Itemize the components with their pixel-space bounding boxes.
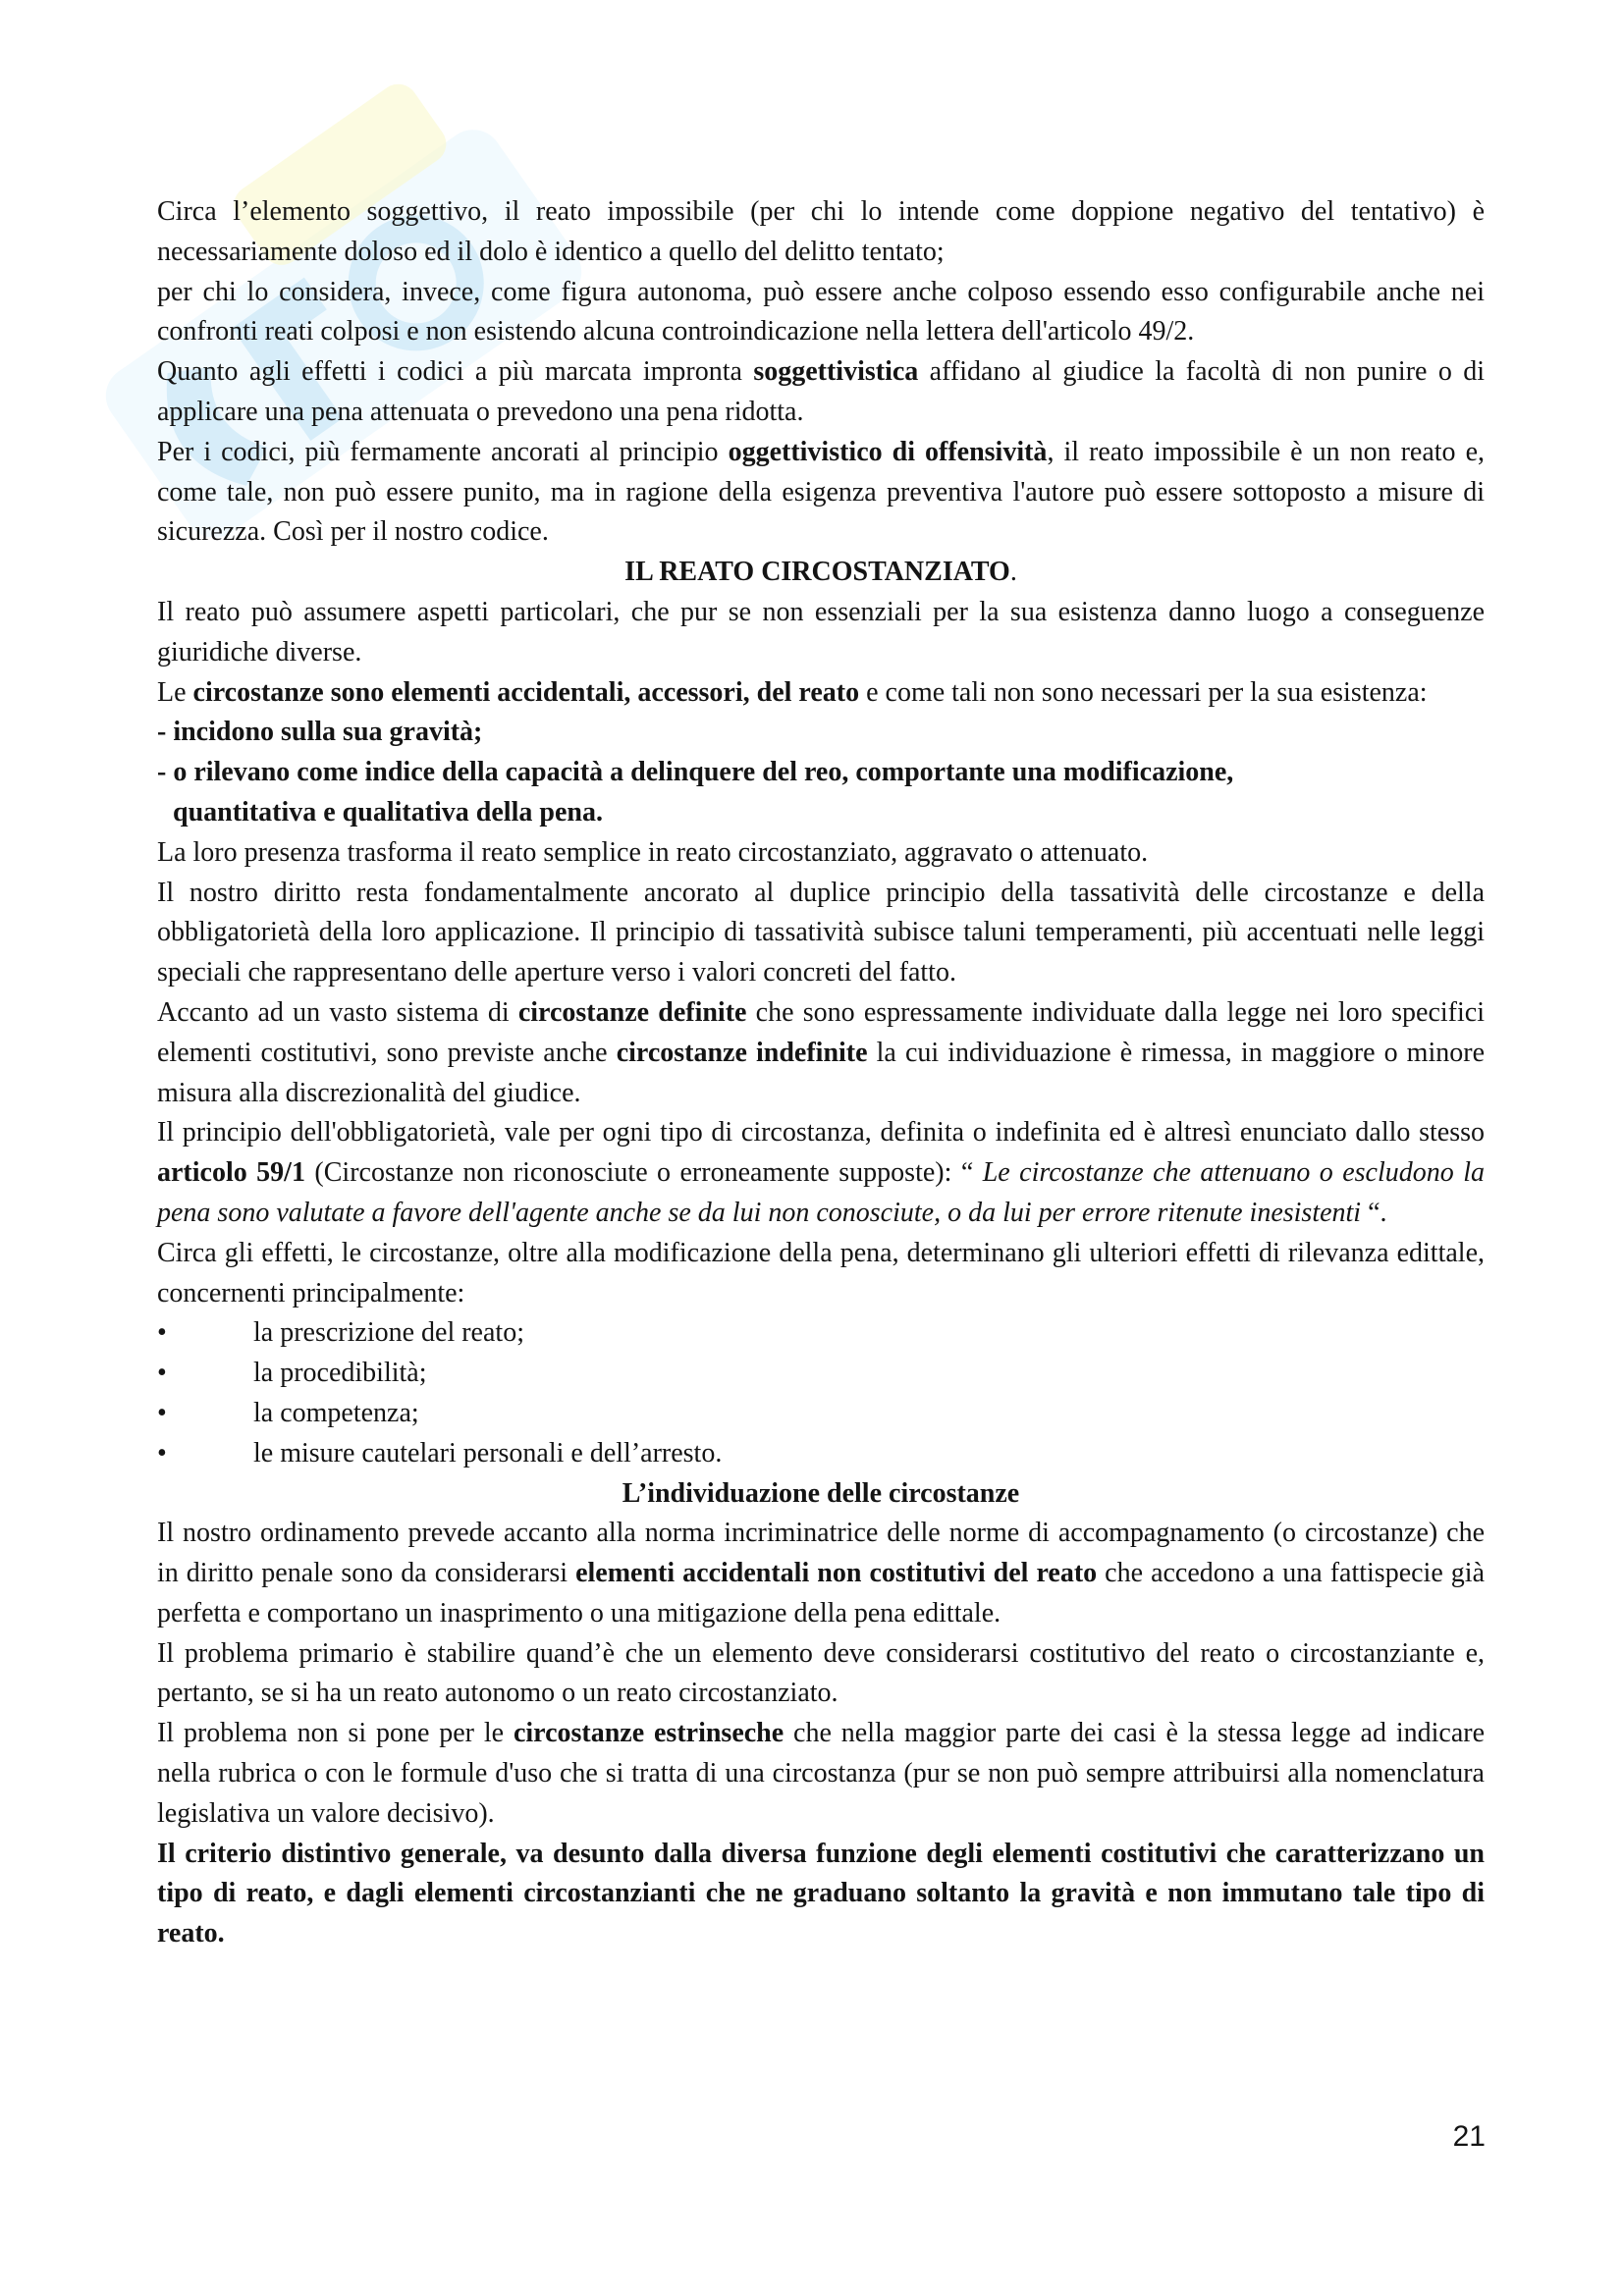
text-segment: Circa gli effetti, le circostanze, oltre alla modificazione della pena, determinano gli ulteriori effetti di rilevanza edittale, concernenti principalmente: [157, 1237, 1485, 1308]
effects-list [157, 713, 1485, 832]
bold-text: oggettivistico di offensività [728, 436, 1048, 467]
paragraph [157, 352, 1485, 433]
text-segment: affidano al giudice la facoltà di non punire o di applicare una pena attenuata o prevedono una pena ridotta. [157, 356, 1485, 427]
text-segment: che sono espressamente individuate dalla legge nei loro specifici elementi costitutivi, sono previste anche [157, 996, 1485, 1068]
bullet-symbol: • [157, 1437, 167, 1468]
bullet-item [157, 1394, 1485, 1434]
principles-section [157, 833, 1485, 1314]
bullet-item [157, 1313, 1485, 1354]
individuazione-section [157, 1514, 1485, 1954]
text-segment: la cui individuazione è rimessa, in maggiore o minore misura alla discrezionalità del giudice. [157, 1037, 1485, 1108]
heading-reato-circostanziato-tail: . [1009, 557, 1017, 588]
paragraph [157, 1714, 1485, 1834]
paragraph [157, 833, 1485, 874]
bold-text: circostanze sono elementi accidentali, accessori, del reato [192, 676, 860, 708]
text-segment: per chi lo considera, invece, come figura autonoma, può essere anche colposo essendo esso configurabile anche nei confronti reati colposi e non esistendo alcuna controindicazione nella lettera dell'articolo 49/2. [157, 276, 1485, 347]
paragraph [157, 673, 1485, 714]
text-segment: Il reato può assumere aspetti particolari, che pur se non essenziali per la sua esistenza danno luogo a conseguenze giuridiche diverse. [157, 596, 1485, 667]
text-segment: Il nostro ordinamento prevede accanto alla norma incriminatrice delle norme di accompagnamento (o circostanze) che in diritto penale sono da considerarsi [157, 1518, 1485, 1589]
heading-reato-circostanziato-text: IL REATO CIRCOSTANZIATO [624, 557, 1010, 588]
text-segment: Il problema non si pone per le [157, 1718, 514, 1749]
paragraph [157, 273, 1485, 353]
text-segment: Quanto agli effetti i codici a più marcata impronta [157, 356, 754, 388]
bold-text: elementi accidentali non costitutivi del reato [575, 1558, 1098, 1589]
text-segment: Le [157, 676, 193, 708]
text-segment: che nella maggior parte dei casi è la stessa legge ad indicare nella rubrica o con le formule d'uso che si tratta di una circostanza (pur se non può sempre attribuirsi alla nomenclatura legislativa un valore decisivo). [157, 1718, 1485, 1829]
bold-text: Il criterio distintivo generale, va desunto dalla diversa funzione degli elementi costitutivi che caratterizzano un tipo di reato, e dagli elementi circostanzianti che ne graduano soltanto la gravità e non immutano tale tipo di reato. [157, 1838, 1485, 1949]
bold-text: circostanze estrinseche [513, 1718, 784, 1749]
bullet-text: la prescrizione del reato; [253, 1317, 524, 1349]
paragraph [157, 874, 1485, 993]
bold-text: soggettivistica [753, 356, 919, 388]
paragraph [157, 593, 1485, 673]
paragraph [157, 993, 1485, 1113]
paragraph [157, 433, 1485, 553]
paragraph [157, 1113, 1485, 1233]
italic-quote: Le circostanze che attenuano o escludono la pena sono valutate a favore dell'agente anche se da lui non conosciute, o da lui per errore ritenute inesistenti [157, 1157, 1485, 1228]
text-segment: e come tali non sono necessari per la sua esistenza: [859, 676, 1428, 708]
paragraph [157, 1514, 1485, 1633]
bold-text: articolo 59/1 [157, 1157, 305, 1189]
bullet-item [157, 1434, 1485, 1474]
bullet-symbol: • [157, 1317, 167, 1349]
paragraph [157, 192, 1485, 273]
paragraph [157, 1234, 1485, 1314]
document-body [157, 192, 1485, 1954]
text-segment: Circa l’elemento soggettivo, il reato impossibile (per chi lo intende come doppione negativo del tentativo) è necessariamente doloso ed il dolo è identico a quello del delitto tentato; [157, 196, 1485, 267]
bullet-symbol: • [157, 1397, 167, 1428]
paragraph [157, 1634, 1485, 1715]
text-segment: La loro presenza trasforma il reato semplice in reato circostanziato, aggravato o attenuato. [157, 836, 1149, 868]
text-segment: “. [1361, 1197, 1387, 1228]
intro-section [157, 192, 1485, 553]
bold-text: circostanze definite [517, 996, 747, 1028]
list-item: quantitativa e qualitativa della pena. [173, 796, 603, 828]
list-item: - o rilevano come indice della capacità a delinquere del reo, comportante una modificazione, [157, 757, 1234, 788]
text-segment: Per i codici, più fermamente ancorati al principio [157, 436, 729, 467]
text-segment: Il nostro diritto resta fondamentalmente ancorato al duplice principio della tassatività delle circostanze e della obbligatorietà della loro applicazione. Il principio di tassatività subisce taluni temperamenti, più accentuati nelle leggi speciali che rappresentano delle aperture verso i valori concreti del fatto. [157, 877, 1485, 988]
text-segment: Accanto ad un vasto sistema di [157, 996, 518, 1028]
bullet-symbol: • [157, 1358, 167, 1389]
text-segment: Il principio dell'obbligatorietà, vale per ogni tipo di circostanza, definita o indefinita ed è altresì enunciato dallo stesso [157, 1117, 1485, 1148]
bold-text: circostanze indefinite [616, 1037, 868, 1068]
effects-bullet-list [157, 1313, 1485, 1473]
list-item: - incidono sulla sua gravità; [157, 717, 483, 748]
text-segment: che accedono a una fattispecie già perfetta e comportano un inasprimento o una mitigazione della pena edittale. [157, 1558, 1485, 1629]
bullet-text: la competenza; [253, 1397, 419, 1428]
paragraph [157, 1835, 1485, 1954]
bullet-text: la procedibilità; [253, 1358, 427, 1389]
page-number: 21 [1452, 2120, 1486, 2153]
text-segment: Il problema primario è stabilire quand’è che un elemento deve considerarsi costitutivo del reato o circostanziante e, pertanto, se si ha un reato autonomo o un reato circostanziato. [157, 1637, 1485, 1709]
circostanze-section [157, 593, 1485, 713]
bullet-text: le misure cautelari personali e dell’arresto. [253, 1437, 723, 1468]
heading-reato-circostanziato [157, 553, 1485, 593]
heading-individuazione: L’individuazione delle circostanze [622, 1477, 1020, 1509]
bullet-item [157, 1354, 1485, 1394]
text-segment: , il reato impossibile è un non reato e, come tale, non può essere punito, ma in ragione della esigenza preventiva l'autore può essere sottoposto a misure di sicurezza. Così per il nostro codice. [157, 436, 1485, 548]
text-segment: (Circostanze non riconosciute o erroneamente supposte): “ [304, 1157, 983, 1189]
